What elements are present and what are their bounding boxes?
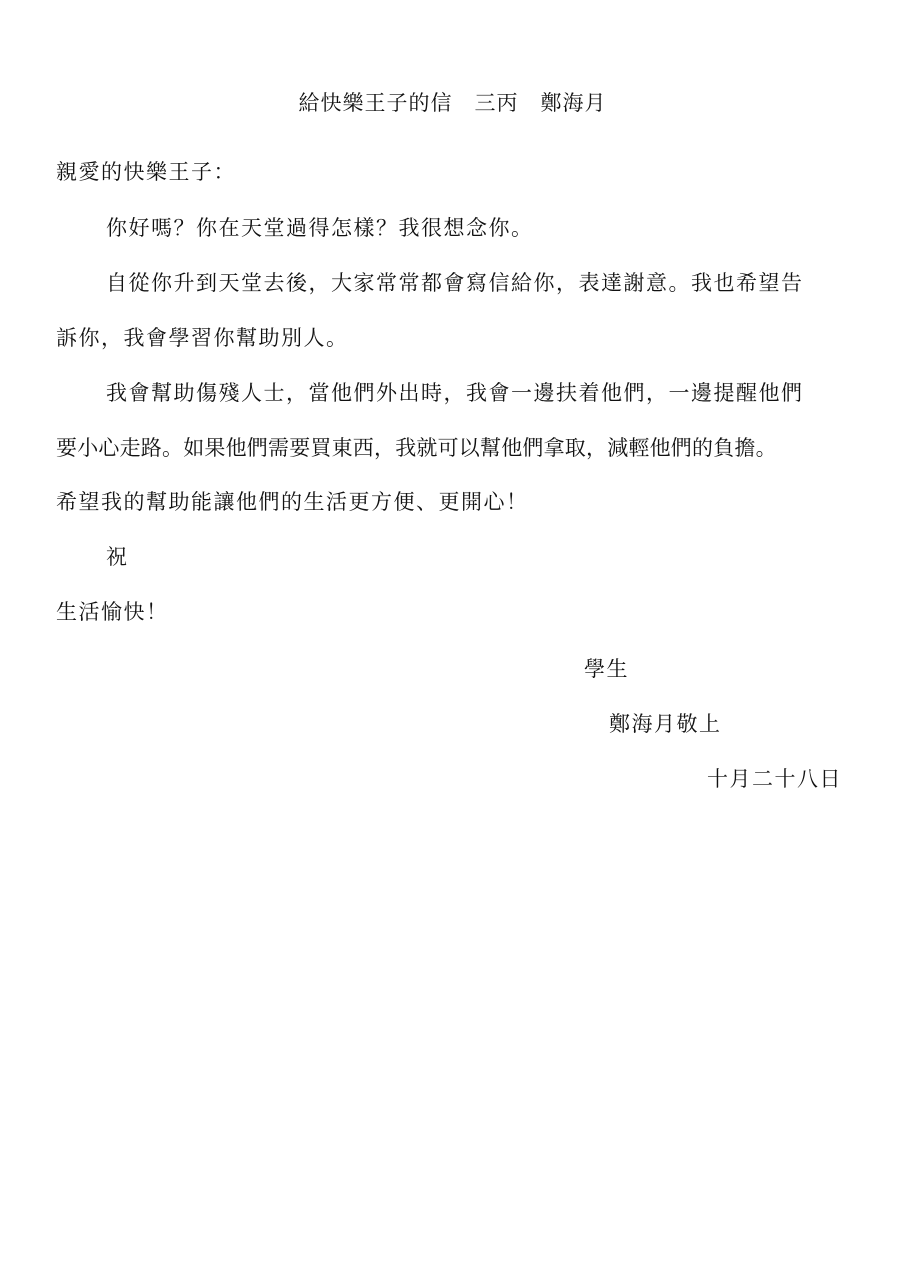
paragraph-2-line-2: 訴你，我會學習你幫助別人。 — [56, 326, 349, 350]
letter-date: 十月二十八日 — [707, 767, 842, 791]
paragraph-3-line-3: 希望我的幫助能讓他們的生活更方便、更開心！ — [56, 490, 529, 514]
salutation: 親愛的快樂王子： — [56, 160, 236, 184]
signature-name: 鄭海月敬上 — [609, 712, 722, 736]
closing-greeting: 祝 — [106, 545, 129, 569]
paragraph-3-line-2: 要小心走路。如果他們需要買東西，我就可以幫他們拿取，減輕他們的負擔。 — [56, 436, 777, 460]
paragraph-3-line-1: 我會幫助傷殘人士，當他們外出時，我會一邊扶着他們，一邊提醒他們 — [106, 381, 804, 405]
paragraph-1: 你好嗎？你在天堂過得怎樣？我很想念你。 — [106, 216, 534, 240]
letter-title: 給快樂王子的信 三丙 鄭海月 — [298, 91, 607, 115]
signature-role: 學生 — [584, 657, 629, 681]
paragraph-2-line-1: 自從你升到天堂去後，大家常常都會寫信給你，表達謝意。我也希望告 — [106, 271, 804, 295]
closing-wish: 生活愉快！ — [56, 600, 169, 624]
